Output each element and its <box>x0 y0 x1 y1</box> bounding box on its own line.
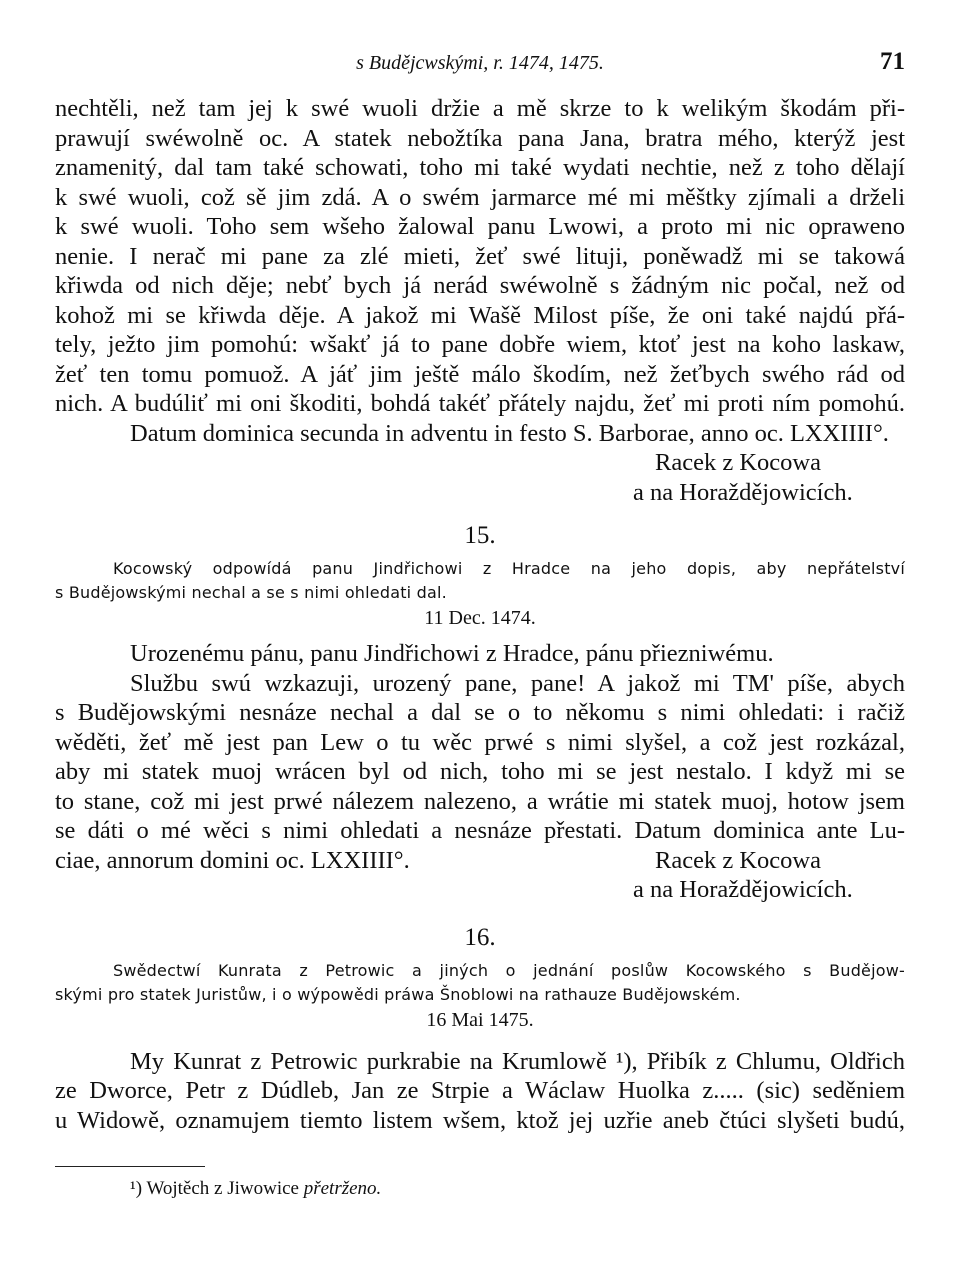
text-line: k swé wuoli, což sě jim zdá. A o swém jarmarce mé mi měštky zjímali a drželi <box>55 183 905 211</box>
section-summary: s Budějowskými nechal a se s nimi ohledati dal. <box>55 583 447 602</box>
text-line: k swé wuoli. Toho sem wšeho žalowal panu Lwowi, a proto mi nic opraweno <box>55 213 905 240</box>
signature-name: Racek z Kocowa <box>655 846 821 874</box>
footnote-marker: ¹) <box>130 1178 143 1199</box>
signature-title: a na Horaždějowicích. <box>633 478 853 506</box>
footnote-rule <box>55 1166 205 1167</box>
footnote-italic: přetrženo. <box>303 1178 382 1199</box>
running-title: s Budějcwskými, r. 1474, 1475. <box>356 52 604 74</box>
section-date: 16 Mai 1475. <box>426 1008 534 1031</box>
text-line: ze Dworce, Petr z Dúdleb, Jan ze Strpie a Wáclaw Huolka z..... (sic) seděniem <box>55 1077 905 1104</box>
section-summary: Swědectwí Kunrata z Petrowic a jiných o jednání poslůw Kocowského s Budějow- <box>113 960 905 980</box>
text-line: u Widowě, oznamujem tiemto listem wšem, ktož jej uzřie aneb čtúci slyšeti budú, <box>55 1106 905 1134</box>
closing-line: ciae, annorum domini oc. LXXIIII°. <box>55 846 410 874</box>
text-line: žeť ten tomu pomuož. A jáť jim ještě málo škodím, než žeťbych swého rád od <box>55 360 905 388</box>
text-line: s Budějowskými nesnáze nechal a dal se o to někomu s nimi ohledati: i račiž <box>55 699 905 726</box>
page-header <box>55 48 905 78</box>
text-line: My Kunrat z Petrowic purkrabie na Krumlowě ¹), Přibík z Chlumu, Oldřich <box>130 1047 905 1075</box>
text-line: křiwda od nich děje; nebť bych já nerád swéwolně s žádným nic počal, než od <box>55 272 905 299</box>
signature-title: a na Horaždějowicích. <box>633 876 853 903</box>
text-line: tely, ježto jim pomohú: wšakť já to pane dobře wiem, ktoť jest na koho laskaw, <box>55 331 905 358</box>
text-line: nenie. I nerač mi pane za zlé mieti, žeť swé lituji, poněwadž mi se takowá <box>55 242 905 270</box>
section-summary: skými pro statek Juristůw, i o wýpowědi práwa Šnoblowi na rathauze Budějowském. <box>55 984 741 1004</box>
page-number: 71 <box>880 48 905 75</box>
section-summary: Kocowský odpowídá panu Jindřichowi z Hradce na jeho dopis, aby nepřátelství <box>113 559 905 578</box>
section-number: 15. <box>464 522 496 549</box>
section-number: 16. <box>464 923 496 951</box>
footnote-text: Wojtěch z Jiwowice <box>146 1178 299 1199</box>
text-line: Službu swú wzkazuji, urozený pane, pane! A jakož mi TM' píše, abych <box>130 669 905 697</box>
datum-line: Datum dominica secunda in adventu in festo S. Barborae, anno oc. LXXIIII°. <box>130 419 889 447</box>
text-line: to stane, což mi jest prwé nálezem nalezeno, a wrátie mi statek muoj, hotow jsem <box>55 787 905 815</box>
text-line: nechtěli, než tam jej k swé wuoli držie a mě skrze to k welikým škodám při- <box>55 95 905 122</box>
signature-name: Racek z Kocowa <box>655 449 821 476</box>
text-line: se dáti o mé wěci s nimi ohledati a nesnáze přestati. Datum dominica ante Lu- <box>55 817 905 844</box>
text-line: wěděti, žeť mě jest pan Lew o tu wěc prwé s nimi slyšel, a což jest rozkázal, <box>55 728 905 756</box>
text-line: kohož mi se křiwda děje. A jakož mi Wašě Milost píše, že oni také najdú přá- <box>55 301 905 329</box>
text-line: prawují swéwolně oc. A statek nebožtíka pana Jana, bratra mého, kterýž jest <box>55 124 905 152</box>
page-body <box>55 94 905 1135</box>
text-line: aby mi statek muoj wrácen byl od nich, toho mi se jest nestalo. I když mi se <box>55 758 905 785</box>
footnote <box>130 1178 381 1200</box>
section-date: 11 Dec. 1474. <box>424 607 536 629</box>
text-line: znamenitý, dal tam také schowati, toho mi také wydati nechtie, než z toho dělají <box>55 154 905 181</box>
closing-row <box>55 846 905 876</box>
address-line: Urozenému pánu, panu Jindřichowi z Hradce, pánu přiezniwému. <box>130 640 774 667</box>
text-line: nich. A budúliť mi oni škoditi, bohdá takéť přátely najdu, žeť mi proti ním pomohú. <box>55 390 905 417</box>
